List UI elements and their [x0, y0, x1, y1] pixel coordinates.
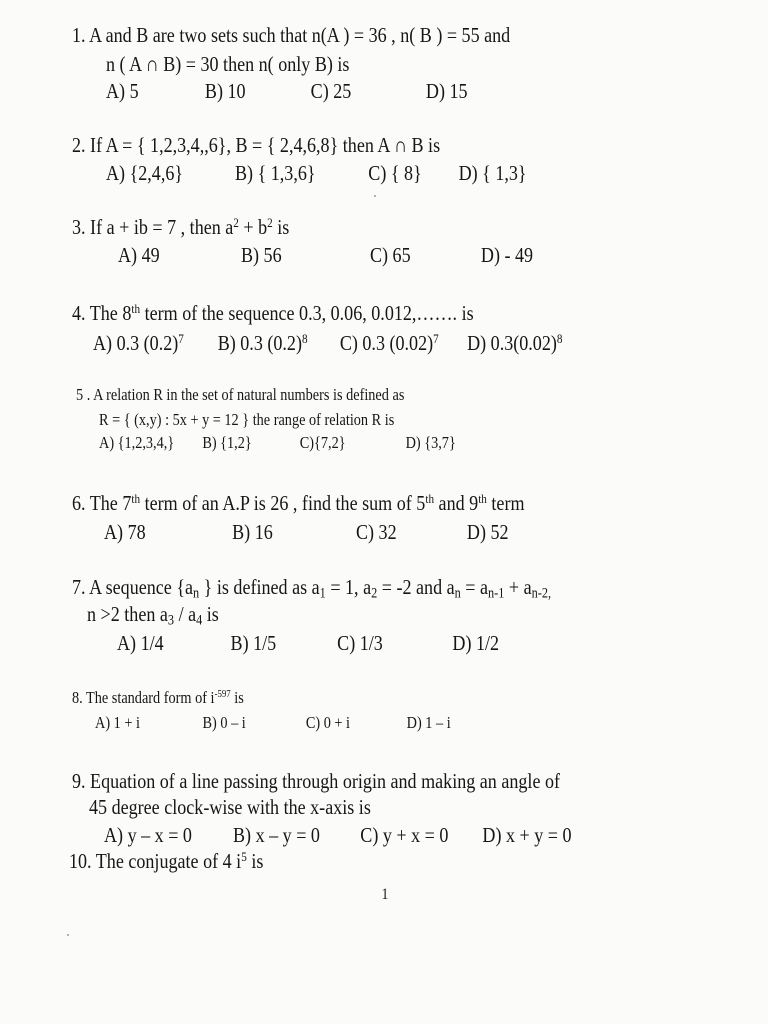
question-number: 8. — [72, 688, 83, 707]
option-b: B) x – y = 0 — [233, 823, 320, 847]
question-1-stem-line-2 — [106, 54, 349, 75]
question-number: 4. — [72, 301, 86, 325]
question-5-stem — [76, 386, 404, 403]
question-7-stem: 7. A sequence {$a_n$ } is defined as $a_1 = 1$, $a_2 = -2$ and $a_n = a_{n-1} + a_{n-2,}$ — [72, 575, 552, 602]
question-10-stem: 10. The conjugate of 4 $i^5$ is — [69, 848, 264, 873]
option-c: C) 25 — [310, 79, 352, 103]
question-5-stem-line-2 — [99, 411, 394, 428]
question-text: 45 degree clock-wise with the x-axis is — [89, 795, 371, 819]
option-d: D) x + y = 0 — [482, 823, 572, 847]
option-d: D) 1/2 — [452, 631, 500, 655]
option-b: B) {1,2} — [202, 433, 252, 452]
option-a: A) 1/4 — [117, 631, 164, 655]
option-a: A) {2,4,6} — [106, 161, 184, 185]
option-a: A) 5 — [106, 79, 139, 103]
option-c: C) 32 — [355, 520, 397, 544]
option-b: B) 1/5 — [230, 631, 277, 655]
option-c: C) { 8} — [368, 161, 422, 185]
option-a: A) y – x = 0 — [104, 823, 192, 847]
option-d: D) $0.3(0.02)^8$ — [467, 330, 563, 355]
question-6-stem: 6. The 7th term of an A.P is 26 , find the sum of 5th and 9th term — [72, 490, 525, 515]
question-text: A relation R in the set of natural numbers is defined as — [93, 385, 405, 404]
question-4-stem: 4. The 8th term of the sequence 0.3, 0.06, 0.012,……. is — [72, 300, 474, 325]
question-number: 9. — [72, 769, 86, 793]
question-text: A and B are two sets such that n(A ) = 36 , n( B ) = 55 and — [89, 23, 511, 47]
option-d: D) 1 – i — [406, 713, 451, 732]
option-a: A) 78 — [104, 520, 146, 544]
option-c: C) y + x = 0 — [360, 823, 449, 847]
question-text: Equation of a line passing through origin and making an angle of — [90, 769, 561, 793]
question-number: 5 . — [76, 385, 91, 404]
option-d: D) - 49 — [480, 243, 534, 267]
question-text: R = { (x,y) : 5x + y = 12 } the range of relation R is — [99, 410, 395, 429]
question-text: If A = { 1,2,3,4,,6}, B = { 2,4,6,8} then A ∩ B is — [90, 133, 441, 157]
question-8-stem: 8. The standard form of $i^{-597}$ is — [72, 688, 244, 707]
option-a: A) 1 + i — [95, 713, 140, 732]
page-number: 1 — [381, 886, 389, 903]
option-c: C) 0 + i — [305, 713, 350, 732]
question-2-stem — [72, 135, 440, 156]
question-9-stem — [72, 771, 560, 792]
option-b: B) 10 — [204, 79, 246, 103]
option-b: B) 16 — [232, 520, 273, 544]
question-number: 2. — [72, 133, 86, 157]
option-d: D) 15 — [425, 79, 468, 103]
option-a: A) 0.3 $(0.2)^7$ — [93, 330, 184, 355]
question-number: 3. — [72, 215, 86, 239]
question-number: 10. — [69, 849, 92, 873]
question-number: 6. — [72, 491, 86, 515]
option-b: B) 56 — [240, 243, 282, 267]
option-c: C) 65 — [369, 243, 411, 267]
question-number: 7. — [72, 575, 86, 599]
option-d: D) {3,7} — [405, 433, 456, 452]
question-7-stem-line-2: n >2 then $a_3 / a_4$ is — [87, 602, 219, 629]
option-c: C){7,2} — [299, 433, 346, 452]
option-b: B) { 1,3,6} — [235, 161, 316, 185]
question-3-stem: 3. If a + ib = 7 , then $a^2 + b^2$ is — [72, 214, 290, 239]
question-1-stem — [72, 25, 510, 46]
option-a: A) 49 — [118, 243, 160, 267]
question-number: 1. — [72, 23, 86, 47]
scan-speck — [67, 934, 69, 936]
question-text: n ( A ∩ B) = 30 then n( only B) is — [106, 52, 350, 76]
option-d: D) 52 — [466, 520, 509, 544]
option-c: C) 1/3 — [337, 631, 383, 655]
question-9-stem-line-2 — [89, 797, 371, 818]
option-b: B) 0 – i — [202, 713, 246, 732]
option-d: D) { 1,3} — [458, 161, 527, 185]
scan-speck — [374, 195, 376, 197]
option-a: A) {1,2,3,4,} — [99, 433, 175, 452]
option-c: C) 0.3 $(0.02)^7$ — [339, 330, 439, 355]
option-b: B) 0.3 $(0.2)^8$ — [217, 330, 308, 355]
